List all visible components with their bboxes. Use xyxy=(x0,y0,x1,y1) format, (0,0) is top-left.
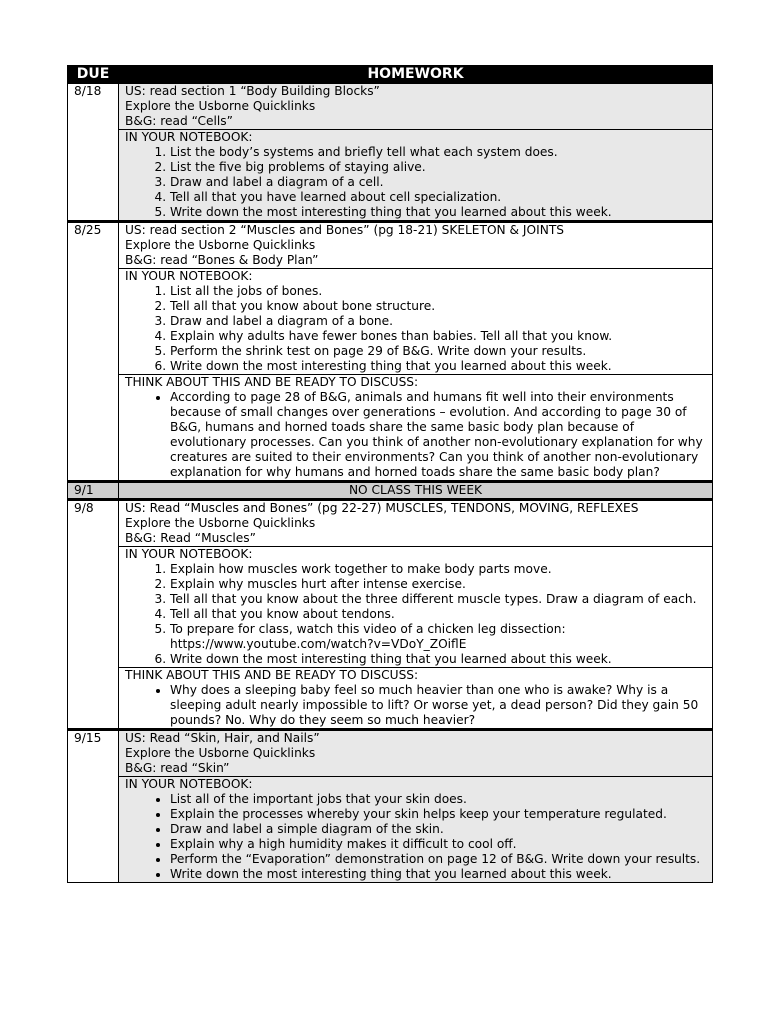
reading-line: B&G: Read “Muscles” xyxy=(125,531,256,545)
list-item: 5. To prepare for class, watch this video of a chicken leg dissection: https://www.youtube.com/watch?v=VDoY_ZOiflE xyxy=(170,622,706,652)
homework-column-header: HOMEWORK xyxy=(119,66,713,84)
discuss-heading: THINK ABOUT THIS AND BE READY TO DISCUSS: xyxy=(125,668,419,682)
list-item: • According to page 28 of B&G, animals and humans fit well into their environments because of small changes over generations – evolution. And according to page 30 of B&G, humans and horned toads share the same basic body plan because of evolutionary processes. Can you think of another non-evolutionary explanation for why creatures are suited to their environments? Can you think of another non-evolutionary explanation for why humans and horned toads share the same basic body plan? xyxy=(170,390,706,480)
list-item: 2. List the five big problems of staying alive. xyxy=(170,160,706,175)
reading-assignments xyxy=(119,84,713,130)
reading-line: B&G: read “Bones & Body Plan” xyxy=(125,253,319,267)
list-item: 1. Explain how muscles work together to make body parts move. xyxy=(170,562,706,577)
week-row-notebook xyxy=(68,269,713,375)
week-row-discuss xyxy=(68,375,713,482)
list-item: 5. Perform the shrink test on page 29 of B&G. Write down your results. xyxy=(170,344,706,359)
table-header-row xyxy=(68,66,713,84)
week-row-reading xyxy=(68,730,713,777)
list-item: 4. Tell all that you have learned about cell specialization. xyxy=(170,190,706,205)
week-row-discuss xyxy=(68,668,713,730)
list-item: 3. Draw and label a diagram of a cell. xyxy=(170,175,706,190)
notebook-list xyxy=(125,284,706,374)
due-date: 8/25 xyxy=(68,222,119,482)
due-date: 9/8 xyxy=(68,500,119,730)
list-item: 2. Tell all that you know about bone structure. xyxy=(170,299,706,314)
list-item: 3. Draw and label a diagram of a bone. xyxy=(170,314,706,329)
list-item: 4. Explain why adults have fewer bones than babies. Tell all that you know. xyxy=(170,329,706,344)
due-date: 9/15 xyxy=(68,730,119,883)
list-item: • List all of the important jobs that your skin does. xyxy=(170,792,706,807)
discussion-prompts xyxy=(119,668,713,730)
list-item: 1. List the body’s systems and briefly tell what each system does. xyxy=(170,145,706,160)
notebook-list xyxy=(125,792,706,882)
list-item: 2. Explain why muscles hurt after intense exercise. xyxy=(170,577,706,592)
list-item: • Draw and label a simple diagram of the skin. xyxy=(170,822,706,837)
due-date: 8/18 xyxy=(68,84,119,222)
discuss-list xyxy=(125,390,706,480)
reading-assignments xyxy=(119,730,713,777)
discuss-list xyxy=(125,683,706,728)
reading-line: Explore the Usborne Quicklinks xyxy=(125,99,316,113)
reading-line: US: read section 2 “Muscles and Bones” (pg 18-21) SKELETON & JOINTS xyxy=(125,223,564,237)
reading-line: US: Read “Muscles and Bones” (pg 22-27) MUSCLES, TENDONS, MOVING, REFLEXES xyxy=(125,501,639,515)
week-row-notebook xyxy=(68,130,713,222)
list-item: 1. List all the jobs of bones. xyxy=(170,284,706,299)
week-row-reading xyxy=(68,500,713,547)
week-row-notebook xyxy=(68,777,713,883)
no-class-notice: NO CLASS THIS WEEK xyxy=(119,482,713,500)
notebook-list xyxy=(125,145,706,220)
no-class-row xyxy=(68,482,713,500)
notebook-heading: IN YOUR NOTEBOOK: xyxy=(125,130,253,144)
due-date: 9/1 xyxy=(68,482,119,500)
list-item: • Write down the most interesting thing that you learned about this week. xyxy=(170,867,706,882)
notebook-assignments xyxy=(119,777,713,883)
week-row-notebook xyxy=(68,547,713,668)
discussion-prompts xyxy=(119,375,713,482)
reading-assignments xyxy=(119,222,713,269)
list-item: • Why does a sleeping baby feel so much heavier than one who is awake? Why is a sleeping adult nearly impossible to lift? Or worse yet, a dead person? Did they gain 50 pounds? No. Why do they seem so much heavier? xyxy=(170,683,706,728)
notebook-heading: IN YOUR NOTEBOOK: xyxy=(125,777,253,791)
list-item: 6. Write down the most interesting thing that you learned about this week. xyxy=(170,359,706,374)
notebook-heading: IN YOUR NOTEBOOK: xyxy=(125,547,253,561)
list-item: 4. Tell all that you know about tendons. xyxy=(170,607,706,622)
notebook-assignments xyxy=(119,547,713,668)
reading-line: Explore the Usborne Quicklinks xyxy=(125,516,316,530)
discuss-heading: THINK ABOUT THIS AND BE READY TO DISCUSS: xyxy=(125,375,419,389)
reading-line: US: Read “Skin, Hair, and Nails” xyxy=(125,731,320,745)
homework-table xyxy=(67,65,713,883)
list-item: • Explain why a high humidity makes it difficult to cool off. xyxy=(170,837,706,852)
reading-assignments xyxy=(119,500,713,547)
notebook-list xyxy=(125,562,706,667)
week-row-reading xyxy=(68,222,713,269)
week-row-reading xyxy=(68,84,713,130)
reading-line: US: read section 1 “Body Building Blocks” xyxy=(125,84,380,98)
due-column-header: DUE xyxy=(68,66,119,84)
list-item: 3. Tell all that you know about the three different muscle types. Draw a diagram of each. xyxy=(170,592,706,607)
reading-line: Explore the Usborne Quicklinks xyxy=(125,746,316,760)
reading-line: Explore the Usborne Quicklinks xyxy=(125,238,316,252)
list-item: • Explain the processes whereby your skin helps keep your temperature regulated. xyxy=(170,807,706,822)
notebook-assignments xyxy=(119,269,713,375)
list-item: 6. Write down the most interesting thing that you learned about this week. xyxy=(170,652,706,667)
reading-line: B&G: read “Cells” xyxy=(125,114,233,128)
notebook-heading: IN YOUR NOTEBOOK: xyxy=(125,269,253,283)
list-item: 5. Write down the most interesting thing that you learned about this week. xyxy=(170,205,706,220)
reading-line: B&G: read “Skin” xyxy=(125,761,230,775)
list-item: • Perform the “Evaporation” demonstration on page 12 of B&G. Write down your results. xyxy=(170,852,706,867)
notebook-assignments xyxy=(119,130,713,222)
